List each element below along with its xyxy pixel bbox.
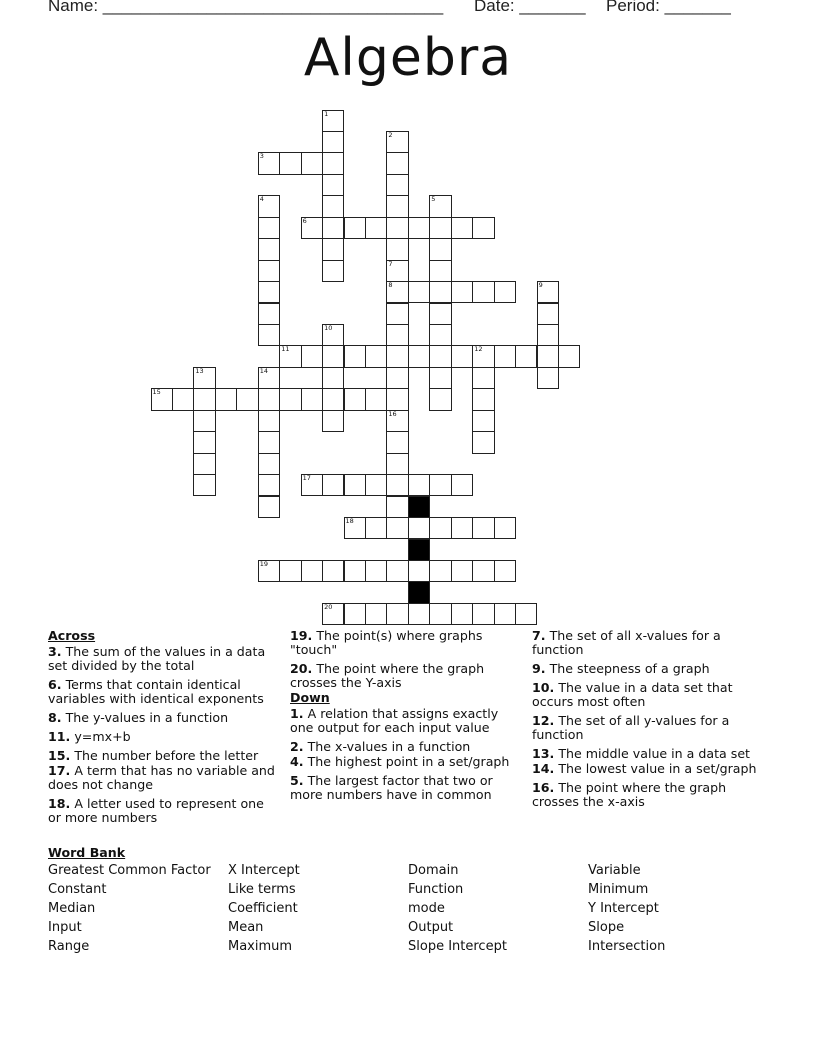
grid-cell[interactable] xyxy=(193,410,215,432)
grid-cell[interactable] xyxy=(515,345,537,367)
word-bank-item: Like terms xyxy=(228,882,296,897)
grid-cell[interactable] xyxy=(279,388,301,410)
grid-cell[interactable] xyxy=(386,410,408,432)
grid-cell[interactable] xyxy=(258,324,280,346)
grid-cell[interactable] xyxy=(429,281,451,303)
grid-cell[interactable] xyxy=(258,453,280,475)
grid-cell[interactable] xyxy=(322,603,344,625)
grid-cell[interactable] xyxy=(301,388,323,410)
word-bank-item: Minimum xyxy=(588,882,649,897)
word-bank-item: mode xyxy=(408,901,445,916)
grid-cell[interactable] xyxy=(322,152,344,174)
grid-cell[interactable] xyxy=(365,560,387,582)
grid-cell[interactable] xyxy=(322,560,344,582)
clue-across-18: 18. A letter used to represent one or more numbers xyxy=(48,796,264,825)
grid-cell[interactable] xyxy=(515,603,537,625)
grid-cell[interactable] xyxy=(472,603,494,625)
grid-number: 14 xyxy=(259,366,269,375)
down-clues-col3 xyxy=(532,629,757,814)
clue-down-1: 1. A relation that assigns exactly one output for each input value xyxy=(290,706,499,735)
grid-number: 4 xyxy=(259,195,264,204)
grid-number: 18 xyxy=(345,517,354,525)
grid-cell[interactable] xyxy=(258,281,280,303)
grid-cell[interactable] xyxy=(386,560,408,582)
grid-cell[interactable] xyxy=(193,474,215,496)
clue-down-12: 12. The set of all y-values for a function xyxy=(532,713,730,742)
grid-cell[interactable] xyxy=(429,195,451,217)
grid-cell[interactable] xyxy=(258,367,280,389)
grid-cell[interactable] xyxy=(537,367,559,389)
grid-cell[interactable] xyxy=(322,238,344,260)
grid-cell[interactable] xyxy=(386,238,408,260)
grid-cell[interactable] xyxy=(344,474,366,496)
black-cell xyxy=(408,539,430,561)
down-heading: Down xyxy=(290,690,330,705)
grid-cell[interactable] xyxy=(322,217,344,239)
grid-cell[interactable] xyxy=(408,345,430,367)
grid-cell[interactable] xyxy=(258,496,280,518)
grid-cell[interactable] xyxy=(344,388,366,410)
grid-cell[interactable] xyxy=(408,603,430,625)
grid-cell[interactable] xyxy=(344,345,366,367)
grid-cell[interactable] xyxy=(279,560,301,582)
word-bank-item: Variable xyxy=(588,863,641,878)
grid-cell[interactable] xyxy=(429,303,451,325)
grid-number: 6 xyxy=(302,216,307,225)
clue-down-4: 4. The highest point in a set/graph xyxy=(290,754,510,769)
grid-cell[interactable] xyxy=(472,410,494,432)
grid-number: 2 xyxy=(388,130,393,139)
grid-cell[interactable] xyxy=(344,603,366,625)
grid-number: 17 xyxy=(302,474,311,483)
word-bank-item: Domain xyxy=(408,863,459,878)
grid-cell[interactable] xyxy=(472,217,494,239)
grid-cell[interactable] xyxy=(279,152,301,174)
clue-across-8: 8. The y-values in a function xyxy=(48,710,229,725)
word-bank-item: Mean xyxy=(228,920,264,935)
grid-cell[interactable] xyxy=(386,453,408,475)
black-cell xyxy=(408,581,430,603)
grid-cell[interactable] xyxy=(193,431,215,453)
grid-cell[interactable] xyxy=(537,324,559,346)
word-bank-item: Range xyxy=(48,939,90,954)
clue-across-3: 3. The sum of the values in a data set divided by the total xyxy=(48,644,266,673)
grid-number: 8 xyxy=(388,281,393,290)
grid-cell[interactable] xyxy=(258,303,280,325)
grid-cell[interactable] xyxy=(258,260,280,282)
grid-cell[interactable] xyxy=(451,560,473,582)
clue-across-19: 19. The point(s) where graphs "touch" xyxy=(290,628,483,657)
grid-number: 19 xyxy=(259,560,269,568)
grid-cell[interactable] xyxy=(494,345,516,367)
grid-cell[interactable] xyxy=(344,560,366,582)
grid-number: 5 xyxy=(431,195,436,204)
grid-cell[interactable] xyxy=(537,281,559,303)
grid-cell[interactable] xyxy=(451,474,473,496)
date-field[interactable]: Date: _______ xyxy=(474,0,586,15)
word-bank-heading: Word Bank xyxy=(48,845,126,860)
grid-number: 15 xyxy=(152,388,161,397)
clue-down-2: 2. The x-values in a function xyxy=(290,739,471,754)
clue-across-17: 17. A term that has no variable and does not change xyxy=(48,763,275,792)
grid-cell[interactable] xyxy=(472,367,494,389)
grid-cell[interactable] xyxy=(386,345,408,367)
grid-cell[interactable] xyxy=(322,367,344,389)
grid-cell[interactable] xyxy=(365,345,387,367)
word-bank-item: Y Intercept xyxy=(588,901,659,916)
word-bank-item: X Intercept xyxy=(228,863,300,878)
black-cell xyxy=(408,496,430,518)
clue-down-7: 7. The set of all x-values for a function xyxy=(532,628,721,657)
grid-cell[interactable] xyxy=(258,195,280,217)
grid-cell[interactable] xyxy=(365,388,387,410)
grid-cell[interactable] xyxy=(429,367,451,389)
clue-down-13: 13. The middle value in a data set xyxy=(532,746,750,761)
word-bank-item: Input xyxy=(48,920,82,935)
grid-number: 13 xyxy=(195,366,204,375)
clue-across-20: 20. The point where the graph crosses the Y-axis xyxy=(290,661,485,690)
word-bank-item: Slope Intercept xyxy=(408,939,507,954)
grid-cell[interactable] xyxy=(451,281,473,303)
grid-cell[interactable] xyxy=(365,603,387,625)
grid-cell[interactable] xyxy=(429,217,451,239)
grid-cell[interactable] xyxy=(193,453,215,475)
clues-col2 xyxy=(290,629,515,807)
grid-cell[interactable] xyxy=(322,345,344,367)
grid-cell[interactable] xyxy=(322,195,344,217)
grid-cell[interactable] xyxy=(408,281,430,303)
clue-down-5: 5. The largest factor that two or more numbers have in common xyxy=(290,773,493,802)
grid-cell[interactable] xyxy=(322,388,344,410)
grid-cell[interactable] xyxy=(322,260,344,282)
clue-down-10: 10. The value in a data set that occurs most often xyxy=(532,680,733,709)
word-bank-item: Constant xyxy=(48,882,107,897)
grid-cell[interactable] xyxy=(472,431,494,453)
grid-cell[interactable] xyxy=(408,217,430,239)
grid-cell[interactable] xyxy=(537,303,559,325)
page-title: Algebra xyxy=(303,28,513,88)
grid-cell[interactable] xyxy=(494,281,516,303)
grid-cell[interactable] xyxy=(472,560,494,582)
grid-cell[interactable] xyxy=(258,238,280,260)
grid-cell[interactable] xyxy=(322,474,344,496)
grid-cell[interactable] xyxy=(151,388,173,410)
grid-number: 9 xyxy=(538,281,543,290)
grid-cell[interactable] xyxy=(322,410,344,432)
grid-cell[interactable] xyxy=(408,517,430,539)
grid-cell[interactable] xyxy=(301,560,323,582)
grid-cell[interactable] xyxy=(386,281,408,303)
grid-cell[interactable] xyxy=(386,131,408,153)
grid-cell[interactable] xyxy=(236,388,258,410)
grid-cell[interactable] xyxy=(429,238,451,260)
word-bank-item: Coefficient xyxy=(228,901,298,916)
clue-across-11: 11. y=mx+b xyxy=(48,729,131,744)
grid-cell[interactable] xyxy=(386,496,408,518)
grid-cell[interactable] xyxy=(429,560,451,582)
grid-cell[interactable] xyxy=(193,388,215,410)
grid-cell[interactable] xyxy=(386,174,408,196)
grid-cell[interactable] xyxy=(451,517,473,539)
clue-down-16: 16. The point where the graph crosses the x-axis xyxy=(532,780,727,809)
grid-cell[interactable] xyxy=(258,217,280,239)
grid-cell[interactable] xyxy=(193,367,215,389)
grid-cell[interactable] xyxy=(429,260,451,282)
grid-cell[interactable] xyxy=(386,303,408,325)
grid-cell[interactable] xyxy=(386,388,408,410)
grid-cell[interactable] xyxy=(301,152,323,174)
period-field[interactable]: Period: _______ xyxy=(606,0,731,15)
grid-cell[interactable] xyxy=(451,217,473,239)
grid-cell[interactable] xyxy=(279,345,301,367)
grid-number: 12 xyxy=(474,345,483,354)
grid-cell[interactable] xyxy=(429,345,451,367)
grid-cell[interactable] xyxy=(386,367,408,389)
grid-cell[interactable] xyxy=(258,410,280,432)
grid-cell[interactable] xyxy=(386,152,408,174)
grid-cell[interactable] xyxy=(429,603,451,625)
grid-cell[interactable] xyxy=(386,603,408,625)
word-bank-item: Maximum xyxy=(228,939,293,954)
grid-cell[interactable] xyxy=(472,517,494,539)
grid-cell[interactable] xyxy=(215,388,237,410)
grid-cell[interactable] xyxy=(472,281,494,303)
grid-cell[interactable] xyxy=(258,474,280,496)
grid-cell[interactable] xyxy=(322,131,344,153)
grid-number: 1 xyxy=(324,109,329,118)
across-heading: Across xyxy=(48,628,96,643)
grid-cell[interactable] xyxy=(537,345,559,367)
name-field[interactable]: Name: ____________________________________ xyxy=(48,0,444,15)
word-bank-item: Function xyxy=(408,882,464,897)
grid-cell[interactable] xyxy=(386,260,408,282)
grid-cell[interactable] xyxy=(558,345,580,367)
grid-cell[interactable] xyxy=(451,345,473,367)
grid-cell[interactable] xyxy=(386,195,408,217)
grid-cell[interactable] xyxy=(451,603,473,625)
grid-cell[interactable] xyxy=(429,474,451,496)
clue-down-14: 14. The lowest value in a set/graph xyxy=(532,761,757,776)
grid-cell[interactable] xyxy=(301,474,323,496)
grid-number: 16 xyxy=(388,409,397,418)
grid-cell[interactable] xyxy=(386,474,408,496)
word-bank-item: Intersection xyxy=(588,939,666,954)
grid-cell[interactable] xyxy=(472,388,494,410)
grid-cell[interactable] xyxy=(322,324,344,346)
grid-cell[interactable] xyxy=(408,474,430,496)
grid-number: 11 xyxy=(281,345,290,354)
grid-cell[interactable] xyxy=(494,603,516,625)
grid-cell[interactable] xyxy=(472,345,494,367)
across-clues-col1 xyxy=(48,629,280,830)
grid-cell[interactable] xyxy=(365,217,387,239)
grid-cell[interactable] xyxy=(365,474,387,496)
grid-cell[interactable] xyxy=(301,217,323,239)
worksheet-header xyxy=(0,0,816,20)
grid-number: 20 xyxy=(324,602,333,611)
clue-across-6: 6. Terms that contain identical variables with identical exponents xyxy=(48,677,264,706)
grid-cell[interactable] xyxy=(408,560,430,582)
grid-cell[interactable] xyxy=(301,345,323,367)
grid-cell[interactable] xyxy=(386,517,408,539)
grid-cell[interactable] xyxy=(386,431,408,453)
word-bank-item: Median xyxy=(48,901,96,916)
grid-cell[interactable] xyxy=(386,324,408,346)
word-bank-item: Slope xyxy=(588,920,625,935)
grid-number: 3 xyxy=(259,152,264,161)
clue-across-15: 15. The number before the letter xyxy=(48,748,259,763)
grid-cell[interactable] xyxy=(322,110,344,132)
grid-cell[interactable] xyxy=(429,324,451,346)
grid-cell[interactable] xyxy=(172,388,194,410)
grid-number: 7 xyxy=(388,259,393,268)
clue-down-9: 9. The steepness of a graph xyxy=(532,661,710,676)
grid-cell[interactable] xyxy=(322,174,344,196)
word-bank-item: Greatest Common Factor xyxy=(48,863,211,878)
grid-cell[interactable] xyxy=(429,517,451,539)
grid-cell[interactable] xyxy=(429,388,451,410)
grid-number: 10 xyxy=(324,324,333,332)
grid-cell[interactable] xyxy=(494,560,516,582)
grid-cell[interactable] xyxy=(258,388,280,410)
grid-cell[interactable] xyxy=(494,517,516,539)
grid-cell[interactable] xyxy=(386,217,408,239)
grid-cell[interactable] xyxy=(344,217,366,239)
grid-cell[interactable] xyxy=(344,517,366,539)
grid-cell[interactable] xyxy=(258,560,280,582)
word-bank-item: Output xyxy=(408,920,454,935)
grid-cell[interactable] xyxy=(365,517,387,539)
grid-cell[interactable] xyxy=(258,152,280,174)
grid-cell[interactable] xyxy=(258,431,280,453)
